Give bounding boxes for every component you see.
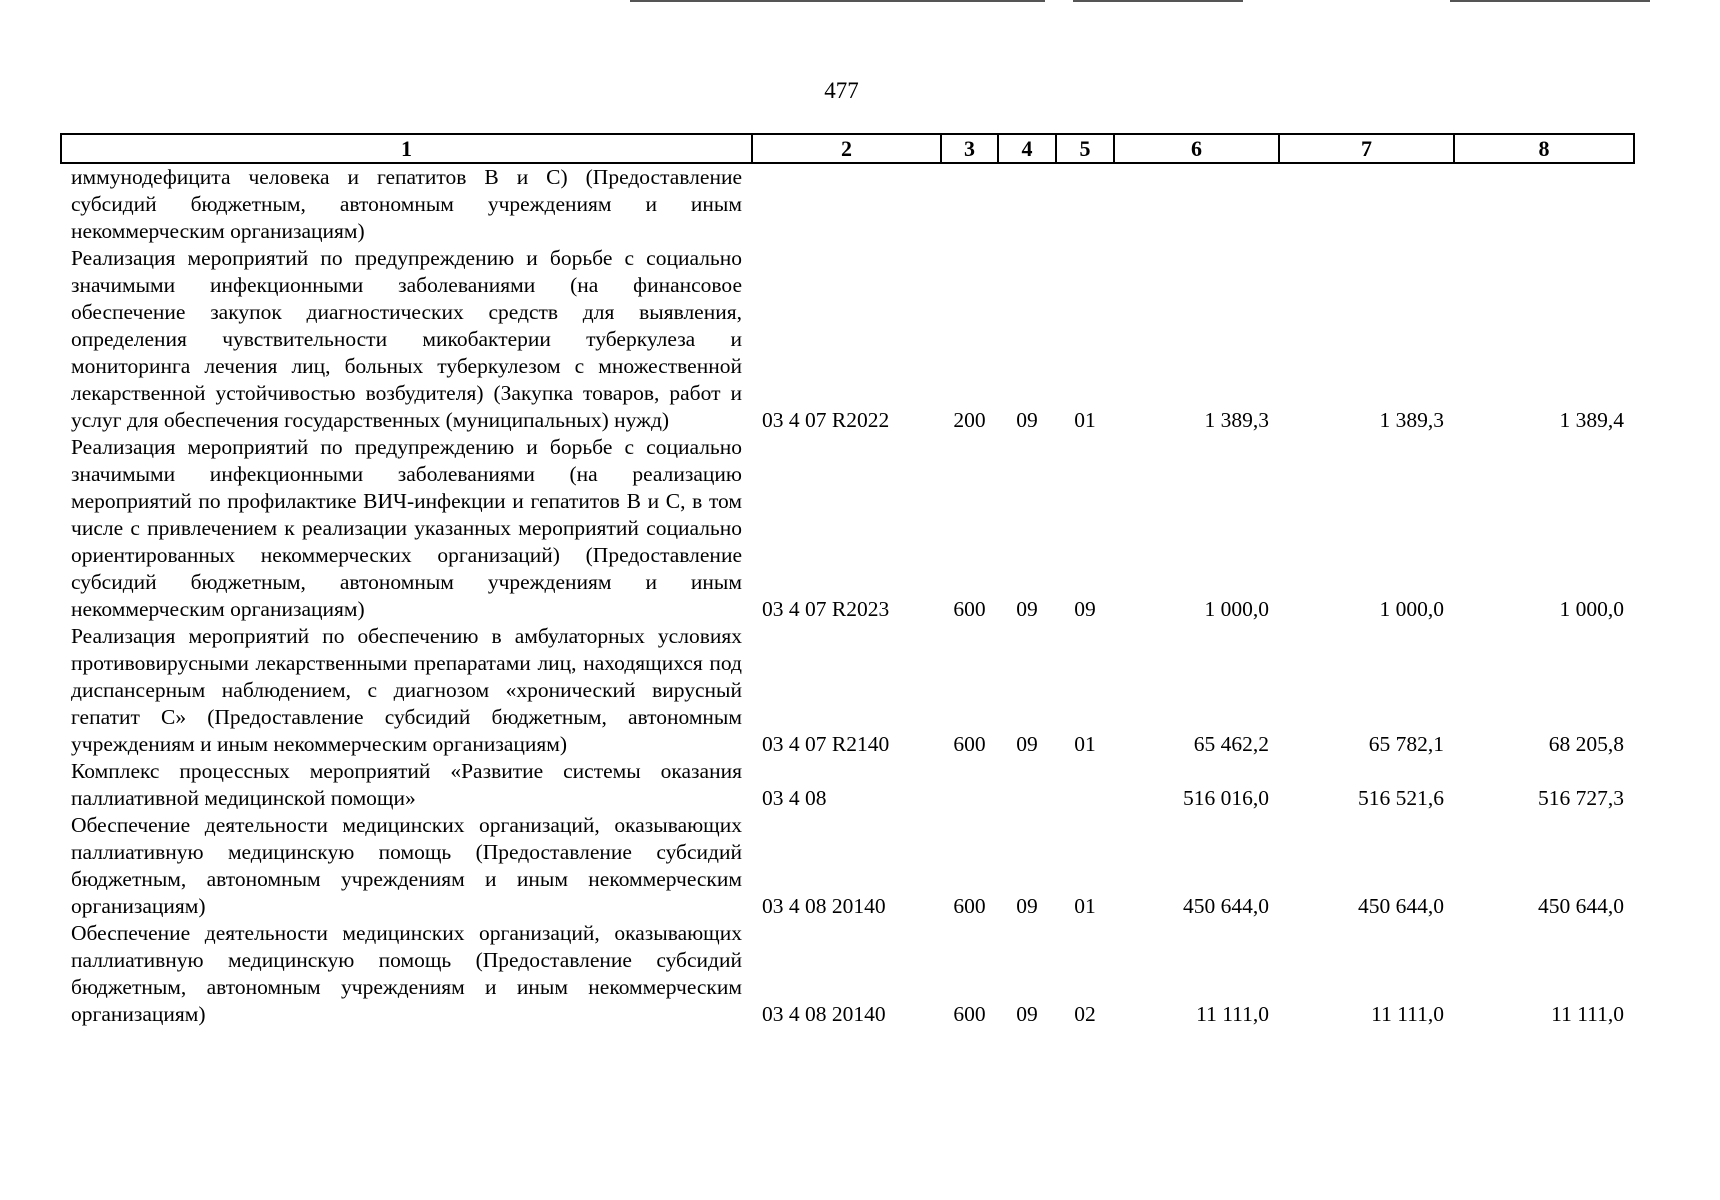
header-col-5: 5 bbox=[1056, 134, 1114, 163]
row-subsection: 01 bbox=[1074, 894, 1096, 918]
row-code: 03 4 08 20140 bbox=[762, 894, 886, 918]
header-col-6: 6 bbox=[1114, 134, 1279, 163]
row-description: Реализация мероприятий по предупреждению и борьбе с социально значимыми инфекционными заболеваниями (на финансовое обеспечение закупок диагностических средств для выявления, определения чувствительности микобактерии туберкулеза и мониторинга лечения лиц, больных туберкулезом с множественной лекарственной устойчивостью возбудителя) (Закупка товаров, работ и услуг для обеспечения государственных (муниципальных) нужд) bbox=[71, 246, 742, 432]
row-expense-type bbox=[941, 758, 998, 812]
row-amount-year1: 1 000,0 bbox=[1204, 597, 1269, 621]
row-section: 09 bbox=[1016, 597, 1038, 621]
row-amount-year3: 516 727,3 bbox=[1538, 786, 1624, 810]
table-row bbox=[61, 920, 1634, 1028]
row-amount-year2: 516 521,6 bbox=[1358, 786, 1444, 810]
row-description: Комплекс процессных мероприятий «Развитие системы оказания паллиативной медицинской помощи» bbox=[71, 759, 742, 810]
row-subsection: 01 bbox=[1074, 732, 1096, 756]
row-code: 03 4 07 R2022 bbox=[762, 408, 890, 432]
row-subsection bbox=[1056, 758, 1114, 812]
row-description: Обеспечение деятельности медицинских организаций, оказывающих паллиативную медицинскую помощь (Предоставление субсидий бюджетным, автономным учреждениям и иным некоммерческим организациям) bbox=[71, 813, 742, 918]
row-description: Обеспечение деятельности медицинских организаций, оказывающих паллиативную медицинскую помощь (Предоставление субсидий бюджетным, автономным учреждениям и иным некоммерческим организациям) bbox=[71, 921, 742, 1026]
row-expense-type: 600 bbox=[953, 732, 986, 756]
scan-edge-line bbox=[1073, 0, 1243, 2]
row-expense-type: 600 bbox=[953, 597, 986, 621]
row-expense-type bbox=[941, 163, 998, 245]
header-col-2: 2 bbox=[752, 134, 941, 163]
row-section: 09 bbox=[1016, 408, 1038, 432]
header-col-4: 4 bbox=[998, 134, 1056, 163]
header-col-3: 3 bbox=[941, 134, 998, 163]
row-amount-year1: 65 462,2 bbox=[1193, 732, 1269, 756]
row-amount-year2: 450 644,0 bbox=[1358, 894, 1444, 918]
row-amount-year1 bbox=[1114, 163, 1279, 245]
row-description: Реализация мероприятий по предупреждению и борьбе с социально значимыми инфекционными заболеваниями (на реализацию мероприятий по профилактике ВИЧ-инфекции и гепатитов В и С, в том числе с привлечением к реализации указанных мероприятий социально ориентированных некоммерческих организаций) (Предоставление субсидий бюджетным, автономным учреждениям и иным некоммерческим организациям) bbox=[71, 435, 742, 621]
table-row bbox=[61, 623, 1634, 758]
row-amount-year3: 11 111,0 bbox=[1551, 1002, 1624, 1026]
scan-edge-line bbox=[630, 0, 1045, 2]
page-number: 477 bbox=[824, 78, 859, 103]
row-expense-type: 200 bbox=[953, 408, 986, 432]
row-section bbox=[998, 163, 1056, 245]
row-expense-type: 600 bbox=[953, 894, 986, 918]
row-description: Реализация мероприятий по обеспечению в амбулаторных условиях противовирусными лекарственными препаратами лиц, находящихся под диспансерным наблюдением, с диагнозом «хронический вирусный гепатит С» (Предоставление субсидий бюджетным, автономным учреждениям и иным некоммерческим организациям) bbox=[71, 624, 742, 756]
row-code: 03 4 08 20140 bbox=[762, 1002, 886, 1026]
row-amount-year2: 1 389,3 bbox=[1379, 408, 1444, 432]
header-col-8: 8 bbox=[1454, 134, 1634, 163]
row-amount-year1: 11 111,0 bbox=[1196, 1002, 1269, 1026]
row-code: 03 4 07 R2023 bbox=[762, 597, 890, 621]
header-row bbox=[61, 134, 1634, 163]
row-amount-year3: 1 000,0 bbox=[1559, 597, 1624, 621]
table-row bbox=[61, 758, 1634, 812]
row-expense-type: 600 bbox=[953, 1002, 986, 1026]
table-row bbox=[61, 812, 1634, 920]
scan-edge-line bbox=[1450, 0, 1650, 2]
row-amount-year1: 450 644,0 bbox=[1183, 894, 1269, 918]
row-amount-year2: 1 000,0 bbox=[1379, 597, 1444, 621]
row-subsection: 02 bbox=[1074, 1002, 1096, 1026]
row-section bbox=[998, 758, 1056, 812]
row-amount-year3: 68 205,8 bbox=[1548, 732, 1624, 756]
row-description: иммунодефицита человека и гепатитов В и С) (Предоставление субсидий бюджетным, автономным учреждениям и иным некоммерческим организациям) bbox=[71, 165, 742, 243]
row-amount-year3: 450 644,0 bbox=[1538, 894, 1624, 918]
row-amount-year3 bbox=[1454, 163, 1634, 245]
header-col-7: 7 bbox=[1279, 134, 1454, 163]
header-col-1: 1 bbox=[61, 134, 752, 163]
table-row bbox=[61, 434, 1634, 623]
row-code: 03 4 08 bbox=[762, 786, 827, 810]
row-amount-year2: 11 111,0 bbox=[1371, 1002, 1444, 1026]
table-row bbox=[61, 245, 1634, 434]
row-subsection: 09 bbox=[1074, 597, 1096, 621]
table-row bbox=[61, 163, 1634, 245]
row-section: 09 bbox=[1016, 894, 1038, 918]
row-amount-year1: 1 389,3 bbox=[1204, 408, 1269, 432]
row-subsection: 01 bbox=[1074, 408, 1096, 432]
row-code: 03 4 07 R2140 bbox=[762, 732, 890, 756]
row-amount-year2 bbox=[1279, 163, 1454, 245]
row-code bbox=[752, 163, 941, 245]
row-section: 09 bbox=[1016, 1002, 1038, 1026]
budget-table bbox=[60, 133, 1635, 1028]
row-amount-year1: 516 016,0 bbox=[1183, 786, 1269, 810]
row-amount-year2: 65 782,1 bbox=[1368, 732, 1444, 756]
row-amount-year3: 1 389,4 bbox=[1559, 408, 1624, 432]
row-section: 09 bbox=[1016, 732, 1038, 756]
row-subsection bbox=[1056, 163, 1114, 245]
